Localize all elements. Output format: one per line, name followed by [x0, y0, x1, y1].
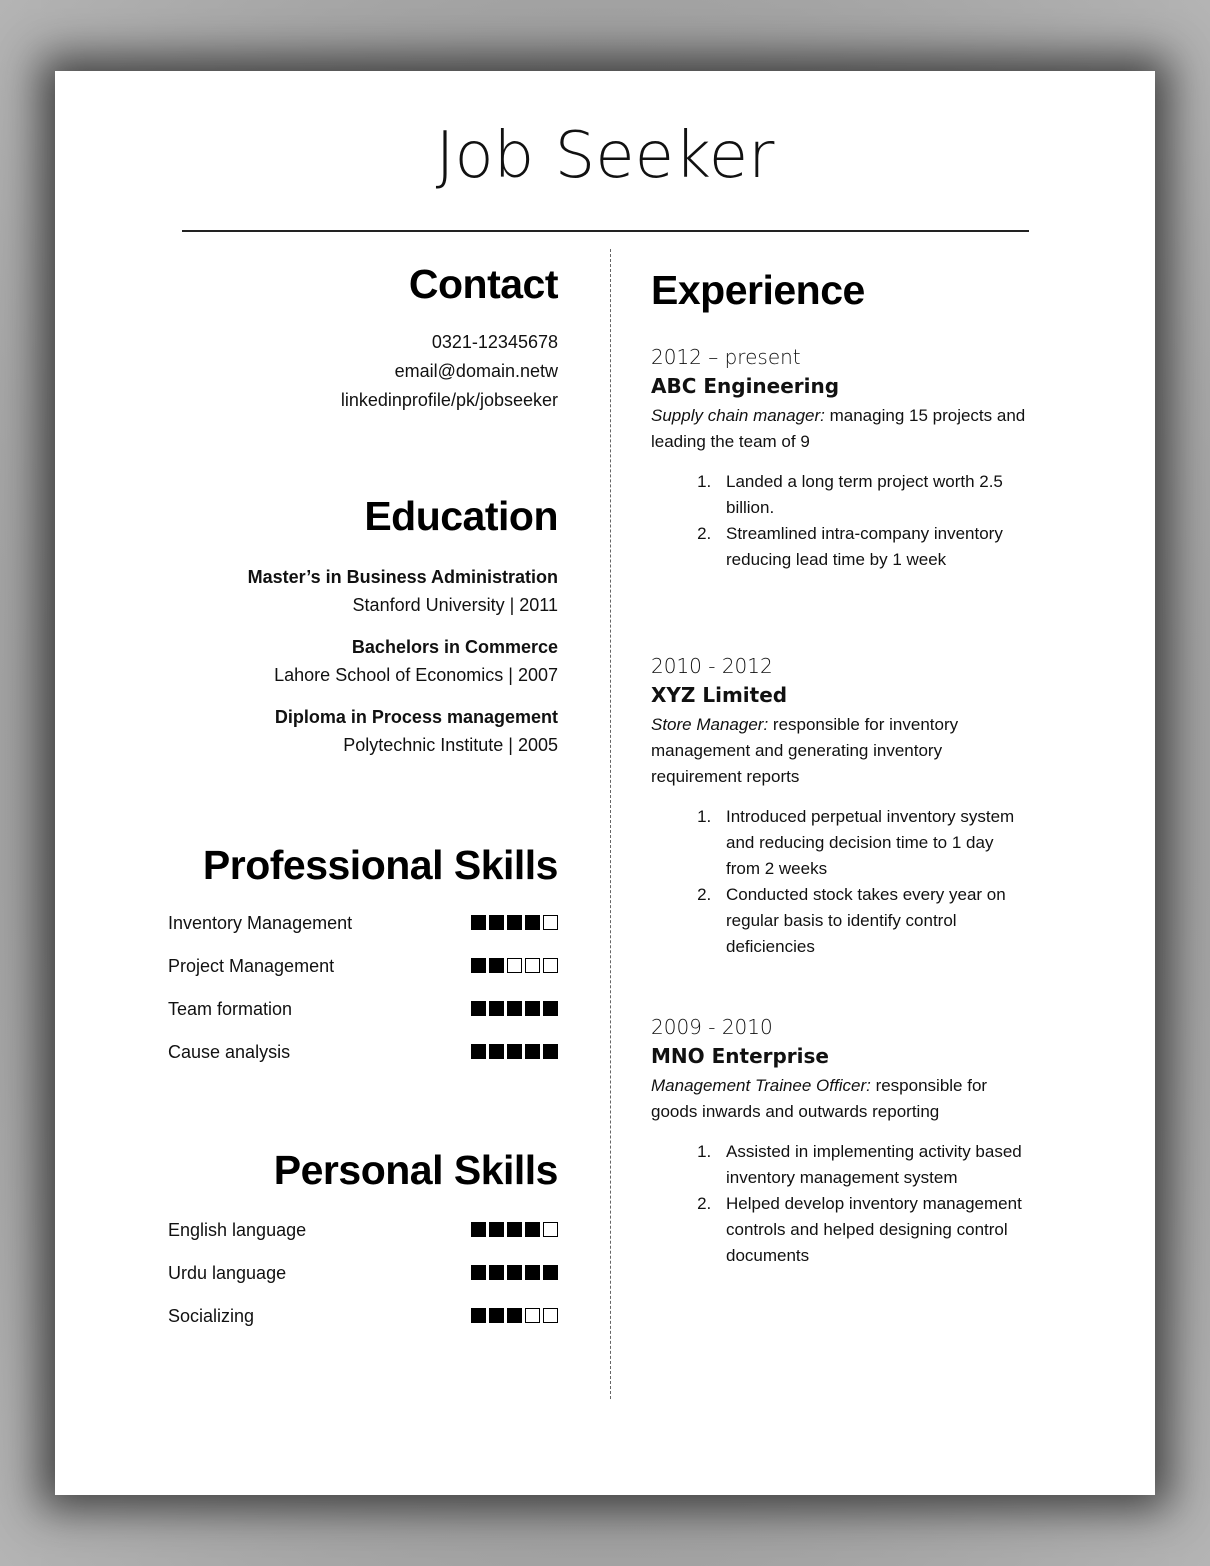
- skill-row: [165, 911, 558, 954]
- rating-square-empty: [525, 1308, 540, 1323]
- job-description: [651, 1073, 1031, 1125]
- achievement-item: 2. Helped develop inventory management controls and helped designing control documents: [716, 1191, 1031, 1269]
- rating-square-filled: [507, 915, 522, 930]
- achievement-list: [651, 804, 1031, 960]
- contact-email: email@domain.netw: [394, 361, 558, 381]
- rating-square-filled: [525, 1265, 540, 1280]
- skill-label: Inventory Management: [168, 913, 353, 933]
- rating-square-filled: [507, 1265, 522, 1280]
- rating-square-filled: [489, 1265, 504, 1280]
- resume-name: Job Seeker: [435, 119, 775, 193]
- education-institution: Lahore School of Economics | 2007: [274, 665, 558, 685]
- education-institution: Polytechnic Institute | 2005: [343, 735, 558, 755]
- job-summary: managing 15 projects and leading the team of 9: [651, 406, 1026, 451]
- skill-rating: [471, 1044, 558, 1059]
- skill-rating: [471, 915, 558, 930]
- job-role: Store Manager:: [651, 715, 769, 734]
- rating-square-filled: [543, 1001, 558, 1016]
- job-role: Supply chain manager:: [651, 406, 825, 425]
- skill-rating: [471, 958, 558, 973]
- job-period: 2009 - 2010: [651, 1015, 773, 1039]
- skill-rating: [471, 1265, 558, 1280]
- rating-square-empty: [543, 1222, 558, 1237]
- rating-square-filled: [525, 915, 540, 930]
- rating-square-filled: [507, 1222, 522, 1237]
- job-entry: [651, 652, 1031, 960]
- experience-heading: Experience: [651, 267, 865, 313]
- rating-square-filled: [525, 1044, 540, 1059]
- skill-row: [165, 1304, 558, 1347]
- achievement-list: [651, 1139, 1031, 1269]
- rating-square-filled: [489, 958, 504, 973]
- achievement-item: 2. Conducted stock takes every year on regular basis to identify control deficiencies: [716, 882, 1031, 960]
- rating-square-filled: [471, 1265, 486, 1280]
- professional-skills-list: [165, 911, 558, 1083]
- education-degree: Diploma in Process management: [274, 707, 558, 727]
- rating-square-filled: [507, 1308, 522, 1323]
- education-item: [165, 703, 558, 760]
- achievement-item: 1. Assisted in implementing activity based inventory management system: [716, 1139, 1031, 1191]
- rating-square-empty: [543, 1308, 558, 1323]
- achievement-item: 2. Streamlined intra-company inventory reducing lead time by 1 week: [716, 521, 1031, 573]
- rating-square-empty: [507, 958, 522, 973]
- education-institution: Stanford University | 2011: [352, 595, 558, 615]
- rating-square-filled: [489, 1044, 504, 1059]
- rating-square-filled: [471, 915, 486, 930]
- education-item: [165, 563, 558, 620]
- personal-skills-list: [165, 1218, 558, 1347]
- skill-row: [165, 1040, 558, 1083]
- rating-square-filled: [507, 1044, 522, 1059]
- job-entry: [651, 1013, 1031, 1269]
- education-section: [165, 493, 558, 773]
- skill-rating: [471, 1001, 558, 1016]
- job-description: [651, 712, 1031, 790]
- job-description: [651, 403, 1031, 455]
- contact-section: [165, 261, 558, 415]
- skill-label: Socializing: [168, 1306, 255, 1326]
- skill-row: [165, 997, 558, 1040]
- job-company: MNO Enterprise: [651, 1044, 829, 1068]
- skill-label: Urdu language: [168, 1263, 287, 1283]
- rating-square-filled: [471, 1308, 486, 1323]
- resume-page: [55, 71, 1155, 1495]
- rating-square-filled: [471, 1044, 486, 1059]
- job-summary: responsible for goods inwards and outwards reporting: [651, 1076, 988, 1121]
- header-rule: [182, 230, 1029, 232]
- skill-row: [165, 1261, 558, 1304]
- rating-square-filled: [525, 1222, 540, 1237]
- contact-linkedin: linkedinprofile/pk/jobseeker: [340, 390, 558, 410]
- education-heading: Education: [364, 493, 558, 539]
- skill-label: Team formation: [168, 999, 293, 1019]
- achievement-item: 1. Introduced perpetual inventory system and reducing decision time to 1 day from 2 weeks: [716, 804, 1031, 882]
- personal-skills-heading: Personal Skills: [273, 1147, 558, 1193]
- rating-square-empty: [543, 915, 558, 930]
- skill-rating: [471, 1308, 558, 1323]
- professional-skills-heading: Professional Skills: [202, 842, 558, 888]
- job-company: ABC Engineering: [651, 374, 840, 398]
- rating-square-empty: [543, 958, 558, 973]
- rating-square-filled: [507, 1001, 522, 1016]
- rating-square-empty: [525, 958, 540, 973]
- skill-label: Cause analysis: [168, 1042, 291, 1062]
- education-degree: Master’s in Business Administration: [247, 567, 558, 587]
- contact-heading: Contact: [408, 261, 558, 307]
- job-period: 2010 - 2012: [651, 654, 773, 678]
- education-degree: Bachelors in Commerce: [351, 637, 558, 657]
- rating-square-filled: [543, 1044, 558, 1059]
- rating-square-filled: [489, 1222, 504, 1237]
- job-company: XYZ Limited: [651, 683, 788, 707]
- rating-square-filled: [543, 1265, 558, 1280]
- job-role: Management Trainee Officer:: [651, 1076, 871, 1095]
- skill-label: Project Management: [168, 956, 335, 976]
- skill-rating: [471, 1222, 558, 1237]
- column-divider: [610, 249, 611, 1399]
- contact-phone: 0321-12345678: [431, 332, 558, 352]
- rating-square-filled: [471, 958, 486, 973]
- rating-square-filled: [489, 1308, 504, 1323]
- rating-square-filled: [471, 1222, 486, 1237]
- rating-square-filled: [525, 1001, 540, 1016]
- personal-skills-section: [165, 1147, 558, 1347]
- job-period: 2012 – present: [651, 345, 801, 369]
- skill-row: [165, 954, 558, 997]
- skill-row: [165, 1218, 558, 1261]
- rating-square-filled: [471, 1001, 486, 1016]
- education-item: [165, 633, 558, 690]
- rating-square-filled: [489, 1001, 504, 1016]
- rating-square-filled: [489, 915, 504, 930]
- job-entry: [651, 343, 1031, 573]
- skill-label: English language: [168, 1220, 307, 1240]
- professional-skills-section: [165, 842, 558, 1083]
- achievement-item: 1. Landed a long term project worth 2.5 billion.: [716, 469, 1031, 521]
- job-summary: responsible for inventory management and generating inventory requirement reports: [651, 715, 959, 786]
- achievement-list: [651, 469, 1031, 573]
